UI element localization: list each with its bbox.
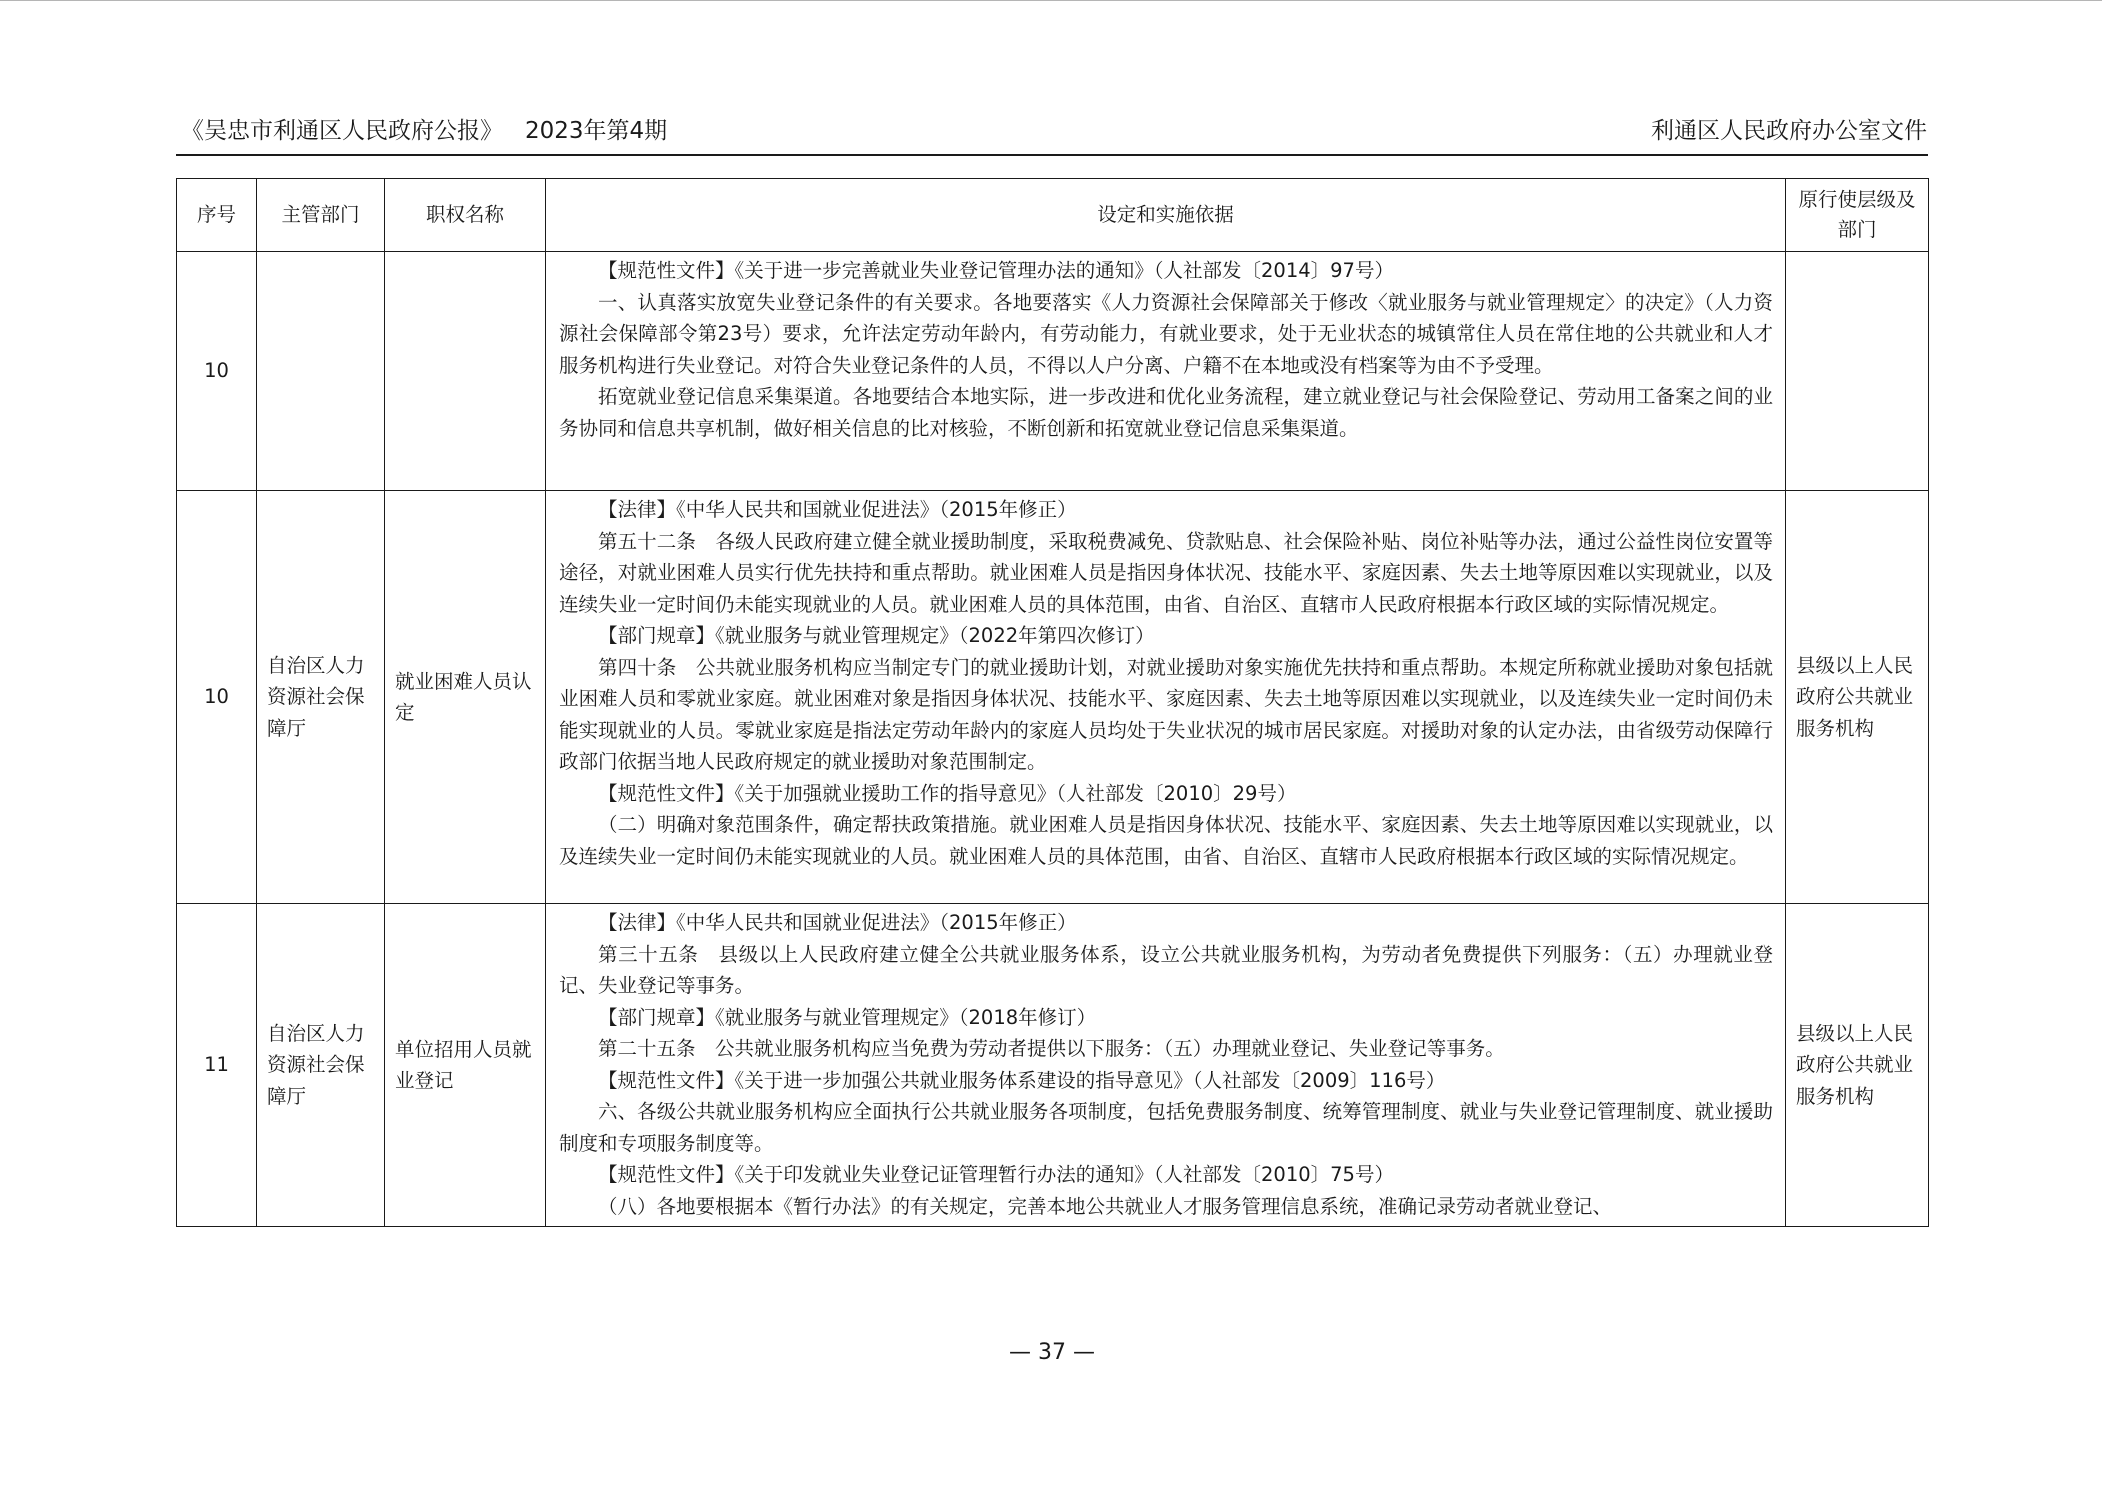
row-department: 自治区人力资源社会保障厅 [257, 491, 385, 904]
row-basis [546, 491, 1786, 904]
basis-paragraph: （二）明确对象范围条件，确定帮扶政策措施。就业困难人员是指因身体状况、技能水平、家庭因素、失去土地等原因难以实现就业，以及连续失业一定时间仍未能实现就业的人员。就业困难人员的具体范围，由省、自治区、直辖市人民政府根据本行政区域的实际情况规定。 [559, 813, 1773, 868]
running-header-left [181, 112, 667, 145]
row-department [257, 252, 385, 491]
col-header-authority: 职权名称 [385, 179, 546, 252]
row-basis [546, 904, 1786, 1227]
row-level [1786, 252, 1929, 491]
row-authority: 就业困难人员认定 [385, 491, 546, 904]
basis-paragraph: 一、认真落实放宽失业登记条件的有关要求。各地要落实《人力资源社会保障部关于修改〈就业服务与就业管理规定〉的决定》（人力资源社会保障部令第23号）要求，允许法定劳动年龄内，有劳动能力，有就业要求，处于无业状态的城镇常住人员在常住地的公共就业和人才服务机构进行失业登记。对符合失业登记条件的人员，不得以人户分离、户籍不在本地或没有档案等为由不予受理。 [559, 290, 1773, 377]
table-row [177, 491, 1929, 904]
row-level: 县级以上人民政府公共就业服务机构 [1786, 904, 1929, 1227]
table-row [177, 904, 1929, 1227]
basis-paragraph: 【法律】《中华人民共和国就业促进法》（2015年修正） [598, 911, 1077, 934]
col-header-no: 序号 [177, 179, 257, 252]
basis-paragraph: 【规范性文件】《关于加强就业援助工作的指导意见》（人社部发〔2010〕29号） [598, 781, 1297, 805]
row-number: 11 [177, 904, 257, 1227]
basis-paragraph: 拓宽就业登记信息采集渠道。各地要结合本地实际，进一步改进和优化业务流程，建立就业登记与社会保险登记、劳动用工备案之间的业务协同和信息共享机制，做好相关信息的比对核验，不断创新和拓宽就业登记信息采集渠道。 [559, 385, 1773, 440]
basis-paragraph: 第三十五条 县级以上人民政府建立健全公共就业服务体系，设立公共就业服务机构，为劳动者免费提供下列服务：（五）办理就业登记、失业登记等事务。 [559, 942, 1773, 997]
basis-paragraph: 【部门规章】《就业服务与就业管理规定》（2022年第四次修订） [598, 624, 1155, 647]
row-number: 10 [177, 491, 257, 904]
col-header-department: 主管部门 [257, 179, 385, 252]
basis-paragraph: 【规范性文件】《关于进一步加强公共就业服务体系建设的指导意见》（人社部发〔2009〕116号） [598, 1068, 1446, 1092]
col-header-level: 原行使层级及部门 [1786, 179, 1929, 252]
col-header-basis: 设定和实施依据 [546, 179, 1786, 252]
basis-paragraph: 第二十五条 公共就业服务机构应当免费为劳动者提供以下服务：（五）办理就业登记、失业登记等事务。 [598, 1037, 1505, 1060]
table-header-row [177, 179, 1929, 252]
basis-paragraph: 第五十二条 各级人民政府建立健全就业援助制度，采取税费减免、贷款贴息、社会保险补贴、岗位补贴等办法，通过公益性岗位安置等途径，对就业困难人员实行优先扶持和重点帮助。就业困难人员是指因身体状况、技能水平、家庭因素、失去土地等原因难以实现就业，以及连续失业一定时间仍未能实现就业的人员。就业困难人员的具体范围，由省、自治区、直辖市人民政府根据本行政区域的实际情况规定。 [559, 529, 1773, 616]
basis-paragraph: 六、各级公共就业服务机构应全面执行公共就业服务各项制度，包括免费服务制度、统筹管理制度、就业与失业登记管理制度、就业援助制度和专项服务制度等。 [559, 1100, 1773, 1155]
basis-paragraph: 【法律】《中华人民共和国就业促进法》（2015年修正） [598, 498, 1077, 521]
row-department: 自治区人力资源社会保障厅 [257, 904, 385, 1227]
page-number: — 37 — [1009, 1340, 1095, 1365]
basis-paragraph: 【部门规章】《就业服务与就业管理规定》（2018年修订） [598, 1005, 1097, 1029]
basis-paragraph: （八）各地要根据本《暂行办法》的有关规定，完善本地公共就业人才服务管理信息系统，准确记录劳动者就业登记、 [598, 1194, 1613, 1218]
row-authority: 单位招用人员就业登记 [385, 904, 546, 1227]
publication-title: 《吴忠市利通区人民政府公报》 [181, 118, 503, 144]
running-header-right: 利通区人民政府办公室文件 [1651, 118, 1927, 144]
row-basis [546, 252, 1786, 491]
authority-table [176, 178, 1929, 1227]
table-row [177, 252, 1929, 491]
basis-paragraph: 【规范性文件】《关于进一步完善就业失业登记管理办法的通知》（人社部发〔2014〕97号） [598, 259, 1394, 282]
row-number: 10 [177, 252, 257, 491]
basis-paragraph: 第四十条 公共就业服务机构应当制定专门的就业援助计划，对就业援助对象实施优先扶持和重点帮助。本规定所称就业援助对象包括就业困难人员和零就业家庭。就业困难对象是指因身体状况、技能水平、家庭因素、失去土地等原因难以实现就业，以及连续失业一定时间仍未能实现就业的人员。零就业家庭是指法定劳动年龄内的家庭人员均处于失业状况的城市居民家庭。对援助对象的认定办法，由省级劳动保障行政部门依据当地人民政府规定的就业援助对象范围制定。 [559, 655, 1773, 773]
row-authority [385, 252, 546, 491]
basis-paragraph: 【规范性文件】《关于印发就业失业登记证管理暂行办法的通知》（人社部发〔2010〕75号） [598, 1163, 1394, 1186]
header-rule [176, 154, 1928, 156]
issue-label: 2023年第4期 [525, 118, 668, 144]
row-level: 县级以上人民政府公共就业服务机构 [1786, 491, 1929, 904]
